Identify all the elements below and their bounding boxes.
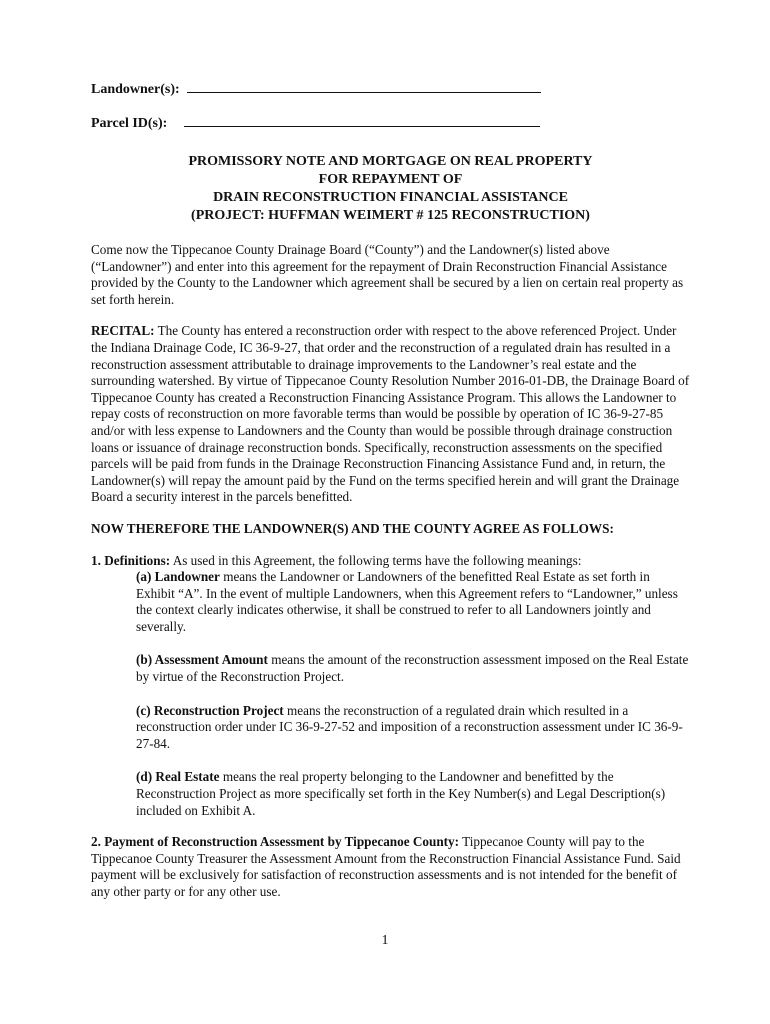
definition-assessment-amount [136,652,690,685]
parcel-id-label: Parcel ID(s): [91,116,168,131]
document-title [91,153,690,225]
definition-text: means the Landowner or Landowners of the benefitted Real Estate as set forth in Exhibit “A”. In the event of multiple Landowners, when this Agreement refers to “Landowner,” unless the context clearly indicates otherwise, it shall be construed to refer to all Landowners jointly and severally. [136,569,678,634]
parcel-id-blank-line [184,126,540,127]
landowner-label: Landowner(s): [91,82,180,97]
title-line-1: PROMISSORY NOTE AND MORTGAGE ON REAL PROPERTY [188,154,593,169]
definition-term: (b) Assessment Amount [136,652,268,668]
parcel-id-field [91,116,690,136]
definition-real-estate [136,769,690,819]
title-line-2: FOR REPAYMENT OF [318,172,463,187]
section-payment [91,834,690,900]
title-line-4: (PROJECT: HUFFMAN WEIMERT # 125 RECONSTRUCTION) [191,208,590,223]
landowner-field [91,82,690,102]
payment-heading: 2. Payment of Reconstruction Assessment by Tippecanoe County: [91,834,460,850]
definition-text: means the real property belonging to the Landowner and benefitted by the Reconstruction Project as more specifically set forth in the Key Number(s) and Legal Description(s) included on Exhibit A. [136,769,666,818]
title-line-3: DRAIN RECONSTRUCTION FINANCIAL ASSISTANCE [213,190,568,205]
definition-term: (d) Real Estate [136,769,220,785]
definition-text: means the reconstruction of a regulated drain which resulted in a reconstruction order under IC 36-9-27-52 and imposition of a reconstruction assessment under IC 36-9-27-84. [136,702,683,751]
recital-paragraph [91,323,690,506]
definitions-intro [91,553,690,570]
definition-reconstruction-project [136,703,690,753]
definition-landowner [136,569,690,635]
section-definitions [91,553,690,820]
definitions-text: As used in this Agreement, the following terms have the following meanings: [170,552,582,568]
definitions-heading: 1. Definitions: [91,552,171,568]
intro-paragraph: Come now the Tippecanoe County Drainage Board (“County”) and the Landowner(s) listed above (“Landowner”) and enter into this agreement for the repayment of Drain Reconstruction Financial Assistance provided by the County to the Landowner which agreement shall be secured by a lien on certain real property as set forth herein. [91,242,684,307]
recital-text: The County has entered a reconstruction order with respect to the above referenced Project. Under the Indiana Drainage Code, IC 36-9-27, that order and the reconstruction of a regulated drain has resulted in a reconstruction assessment attributable to drainage improvements to the Landowner’s real estate and the surrounding watershed. By virtue of Tippecanoe County Resolution Number 2016-01-DB, the Drainage Board of Tippecanoe County has created a Reconstruction Financing Assistance Program. This allows the Landowner to repay costs of reconstruction on more favorable terms than would be possible by operation of IC 36-9-27-85 and/or with less expense to Landowners and the County than would be possible through drainage construction loans or issuance of drainage reconstruction bonds. Specifically, reconstruction assessments on the specified parcels will be paid from funds in the Drainage Reconstruction Financing Assistance Fund and, in return, the Landowner(s) will repay the amount paid by the Fund on the terms specified herein and will grant the Drainage Board a security interest in the parcels benefitted. [91,323,690,505]
landowner-blank-line [187,92,541,93]
agreement-heading: NOW THEREFORE THE LANDOWNER(S) AND THE COUNTY AGREE AS FOLLOWS: [91,520,614,536]
recital-heading: RECITAL: [91,323,155,339]
page-number: 1 [381,933,389,948]
definition-term: (a) Landowner [136,569,220,585]
definition-text: means the amount of the reconstruction assessment imposed on the Real Estate by virtue of the Reconstruction Project. [136,652,689,685]
definition-term: (c) Reconstruction Project [136,702,284,718]
payment-text: Tippecanoe County will pay to the Tippecanoe County Treasurer the Assessment Amount from the Reconstruction Financial Assistance Fund. Said payment will be exclusively for satisfaction of reconstruction assessments and is not intended for the benefit of any other party or for any other use. [91,834,681,899]
